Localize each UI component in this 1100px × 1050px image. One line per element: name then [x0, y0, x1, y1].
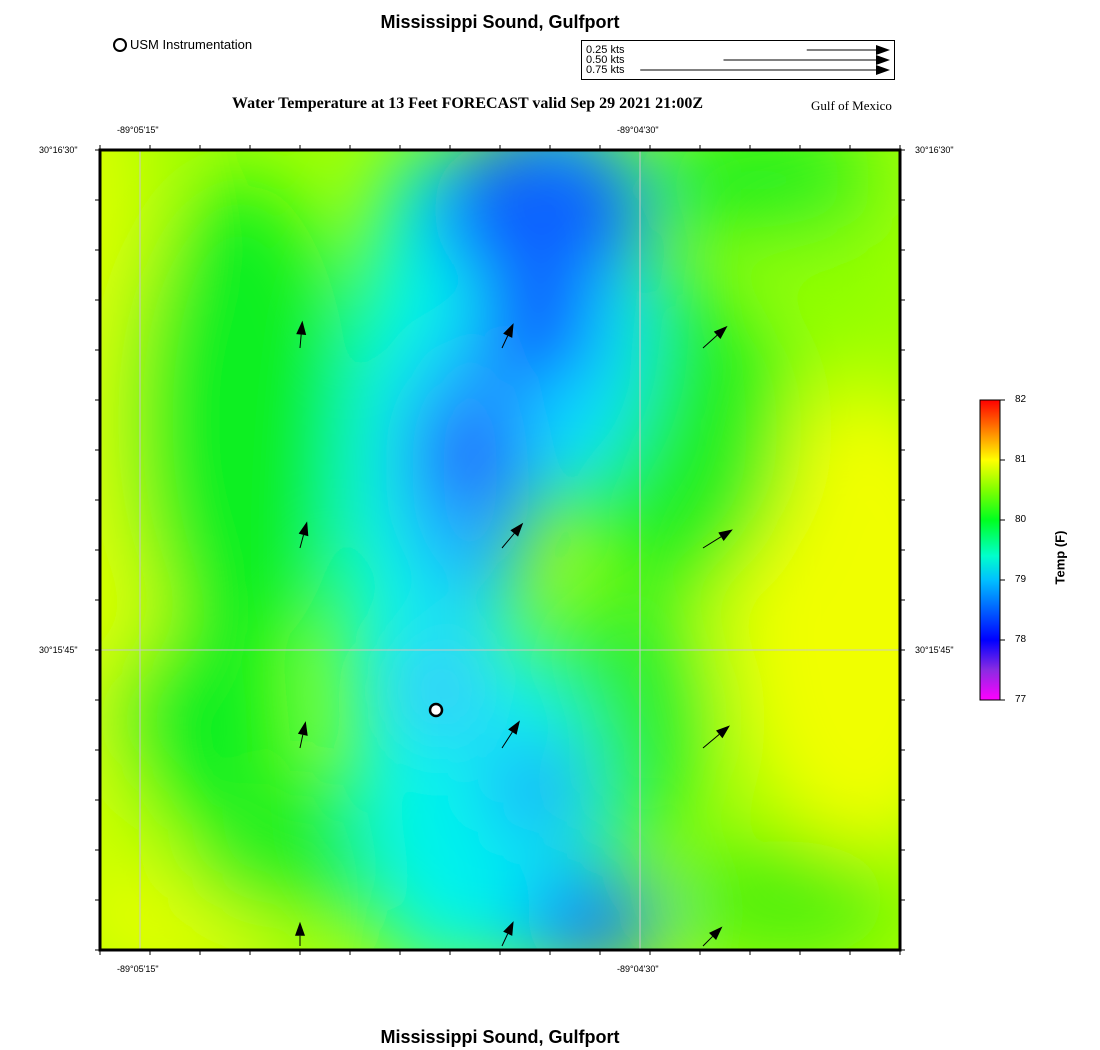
speed-legend-label-2: 0.50 kts	[586, 54, 625, 66]
left-axis-label-1: 30°16'30"	[39, 145, 78, 155]
colorbar-label-80: 80	[1015, 514, 1027, 525]
bottom-axis-label-1: -89°05'15"	[117, 964, 159, 974]
colorbar-label-78: 78	[1015, 634, 1027, 645]
map-bottom-title: Mississippi Sound, Gulfport	[380, 1027, 620, 1047]
map-subtitle: Water Temperature at 13 Feet FORECAST valid Sep 29 2021 21:00Z	[232, 95, 704, 112]
top-axis-label-1: -89°05'15"	[117, 125, 159, 135]
colorbar-label-79: 79	[1015, 574, 1027, 585]
right-axis-label-2: 30°15'45"	[915, 645, 954, 655]
left-axis-label-2: 30°15'45"	[39, 645, 78, 655]
speed-legend-label-3: 0.75 kts	[586, 64, 625, 76]
map-title: Mississippi Sound, Gulfport	[380, 12, 620, 32]
region-label: Gulf of Mexico	[811, 98, 892, 113]
instrument-legend-label: USM Instrumentation	[130, 37, 253, 52]
colorbar-label-81: 81	[1015, 454, 1027, 465]
colorbar-title: Temp (F)	[1052, 530, 1068, 585]
colorbar-label-77: 77	[1015, 694, 1027, 705]
temperature-field	[0, 30, 990, 990]
bottom-axis-label-2: -89°04'30"	[617, 964, 659, 974]
colorbar	[980, 400, 1000, 700]
speed-legend-label-1: 0.25 kts	[586, 44, 625, 56]
colorbar-ticks	[1000, 400, 1005, 700]
usm-instrument-station[interactable]	[430, 704, 442, 716]
top-axis-label-2: -89°04'30"	[617, 125, 659, 135]
colorbar-label-82: 82	[1015, 394, 1027, 405]
right-axis-label-1: 30°16'30"	[915, 145, 954, 155]
